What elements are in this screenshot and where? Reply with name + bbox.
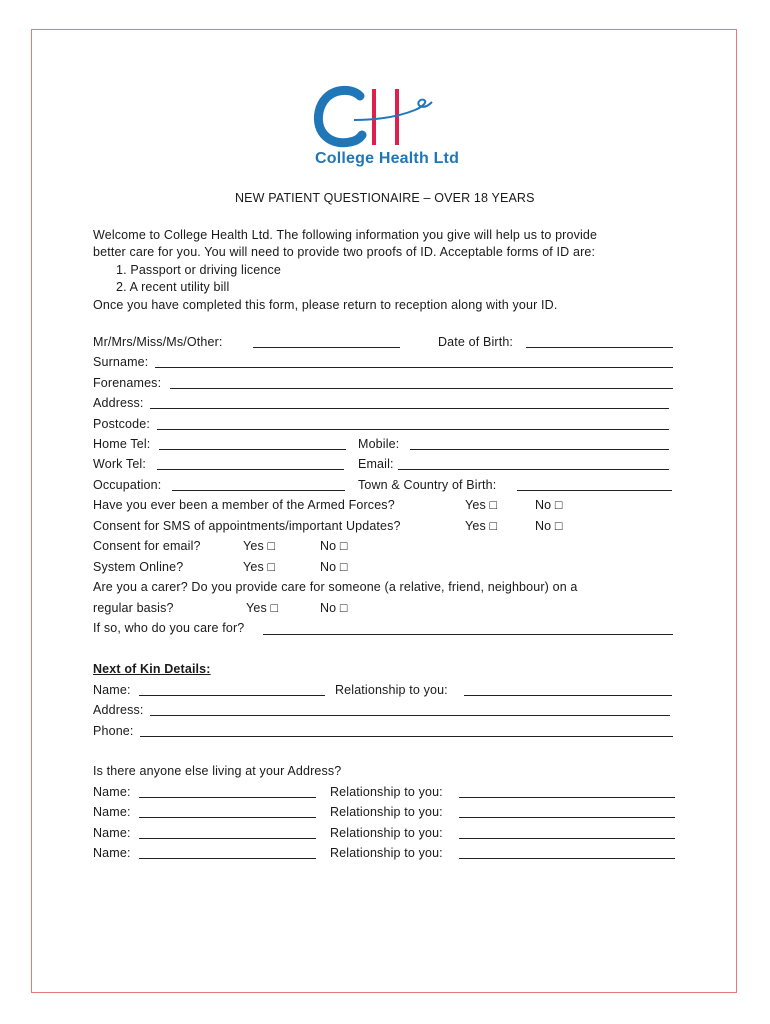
sms-consent-no-checkbox[interactable]: No □ xyxy=(535,519,563,533)
college-health-logo-icon xyxy=(310,82,460,152)
work-tel-label: Work Tel: xyxy=(93,457,146,471)
care-for-input[interactable] xyxy=(263,634,673,635)
postcode-label: Postcode: xyxy=(93,417,150,431)
household-relationship-input-3[interactable] xyxy=(459,838,675,839)
intro-line-1: Welcome to College Health Ltd. The following information you give will help us to provide xyxy=(93,228,598,242)
household-relationship-label-3: Relationship to you: xyxy=(330,826,443,840)
brand-name: College Health Ltd xyxy=(315,150,460,167)
nok-address-input[interactable] xyxy=(150,715,670,716)
armed-forces-question: Have you ever been a member of the Armed Forces? xyxy=(93,498,395,512)
forenames-label: Forenames: xyxy=(93,376,162,390)
intro-line-2: better care for you. You will need to provide two proofs of ID. Acceptable forms of ID are: xyxy=(93,245,596,259)
dob-label: Date of Birth: xyxy=(438,335,514,349)
title-input[interactable] xyxy=(253,347,400,348)
household-name-label-4: Name: xyxy=(93,846,131,860)
email-consent-question: Consent for email? xyxy=(93,539,201,553)
household-relationship-input-4[interactable] xyxy=(459,858,675,859)
system-online-yes-checkbox[interactable]: Yes □ xyxy=(243,560,276,574)
dob-input[interactable] xyxy=(526,347,673,348)
carer-question-line-1: Are you a carer? Do you provide care for someone (a relative, friend, neighbour) on a xyxy=(93,580,578,594)
nok-name-label: Name: xyxy=(93,683,131,697)
id-form-1: 1. Passport or driving licence xyxy=(116,263,281,277)
household-relationship-label-4: Relationship to you: xyxy=(330,846,443,860)
title-label: Mr/Mrs/Miss/Ms/Other: xyxy=(93,335,223,349)
mobile-input[interactable] xyxy=(410,449,669,450)
household-name-input-3[interactable] xyxy=(139,838,316,839)
nok-relationship-input[interactable] xyxy=(464,695,672,696)
email-consent-yes-checkbox[interactable]: Yes □ xyxy=(243,539,276,553)
logo xyxy=(310,82,460,172)
address-input[interactable] xyxy=(150,408,669,409)
intro-closing: Once you have completed this form, please return to reception along with your ID. xyxy=(93,298,558,312)
system-online-no-checkbox[interactable]: No □ xyxy=(320,560,348,574)
household-name-label-1: Name: xyxy=(93,785,131,799)
surname-input[interactable] xyxy=(155,367,673,368)
occupation-input[interactable] xyxy=(172,490,345,491)
next-of-kin-heading: Next of Kin Details: xyxy=(93,662,211,676)
form-title: NEW PATIENT QUESTIONAIRE – OVER 18 YEARS xyxy=(235,191,535,205)
address-label: Address: xyxy=(93,396,144,410)
household-question: Is there anyone else living at your Address? xyxy=(93,764,342,778)
household-relationship-input-1[interactable] xyxy=(459,797,675,798)
birthplace-label: Town & Country of Birth: xyxy=(358,478,497,492)
household-relationship-label-2: Relationship to you: xyxy=(330,805,443,819)
household-name-input-4[interactable] xyxy=(139,858,316,859)
nok-phone-input[interactable] xyxy=(140,736,673,737)
armed-forces-no-checkbox[interactable]: No □ xyxy=(535,498,563,512)
postcode-input[interactable] xyxy=(157,429,669,430)
care-for-label: If so, who do you care for? xyxy=(93,621,245,635)
nok-phone-label: Phone: xyxy=(93,724,134,738)
email-consent-no-checkbox[interactable]: No □ xyxy=(320,539,348,553)
household-name-input-1[interactable] xyxy=(139,797,316,798)
armed-forces-yes-checkbox[interactable]: Yes □ xyxy=(465,498,498,512)
nok-name-input[interactable] xyxy=(139,695,325,696)
household-name-label-3: Name: xyxy=(93,826,131,840)
household-relationship-label-1: Relationship to you: xyxy=(330,785,443,799)
email-input[interactable] xyxy=(398,469,669,470)
nok-relationship-label: Relationship to you: xyxy=(335,683,448,697)
occupation-label: Occupation: xyxy=(93,478,162,492)
mobile-label: Mobile: xyxy=(358,437,400,451)
forenames-input[interactable] xyxy=(170,388,673,389)
carer-no-checkbox[interactable]: No □ xyxy=(320,601,348,615)
sms-consent-question: Consent for SMS of appointments/important Updates? xyxy=(93,519,401,533)
household-name-label-2: Name: xyxy=(93,805,131,819)
surname-label: Surname: xyxy=(93,355,149,369)
household-name-input-2[interactable] xyxy=(139,817,316,818)
carer-yes-checkbox[interactable]: Yes □ xyxy=(246,601,279,615)
home-tel-label: Home Tel: xyxy=(93,437,151,451)
system-online-question: System Online? xyxy=(93,560,184,574)
sms-consent-yes-checkbox[interactable]: Yes □ xyxy=(465,519,498,533)
work-tel-input[interactable] xyxy=(157,469,344,470)
household-relationship-input-2[interactable] xyxy=(459,817,675,818)
nok-address-label: Address: xyxy=(93,703,144,717)
home-tel-input[interactable] xyxy=(159,449,346,450)
birthplace-input[interactable] xyxy=(517,490,672,491)
carer-question-line-2: regular basis? xyxy=(93,601,174,615)
id-form-2: 2. A recent utility bill xyxy=(116,280,230,294)
email-label: Email: xyxy=(358,457,394,471)
